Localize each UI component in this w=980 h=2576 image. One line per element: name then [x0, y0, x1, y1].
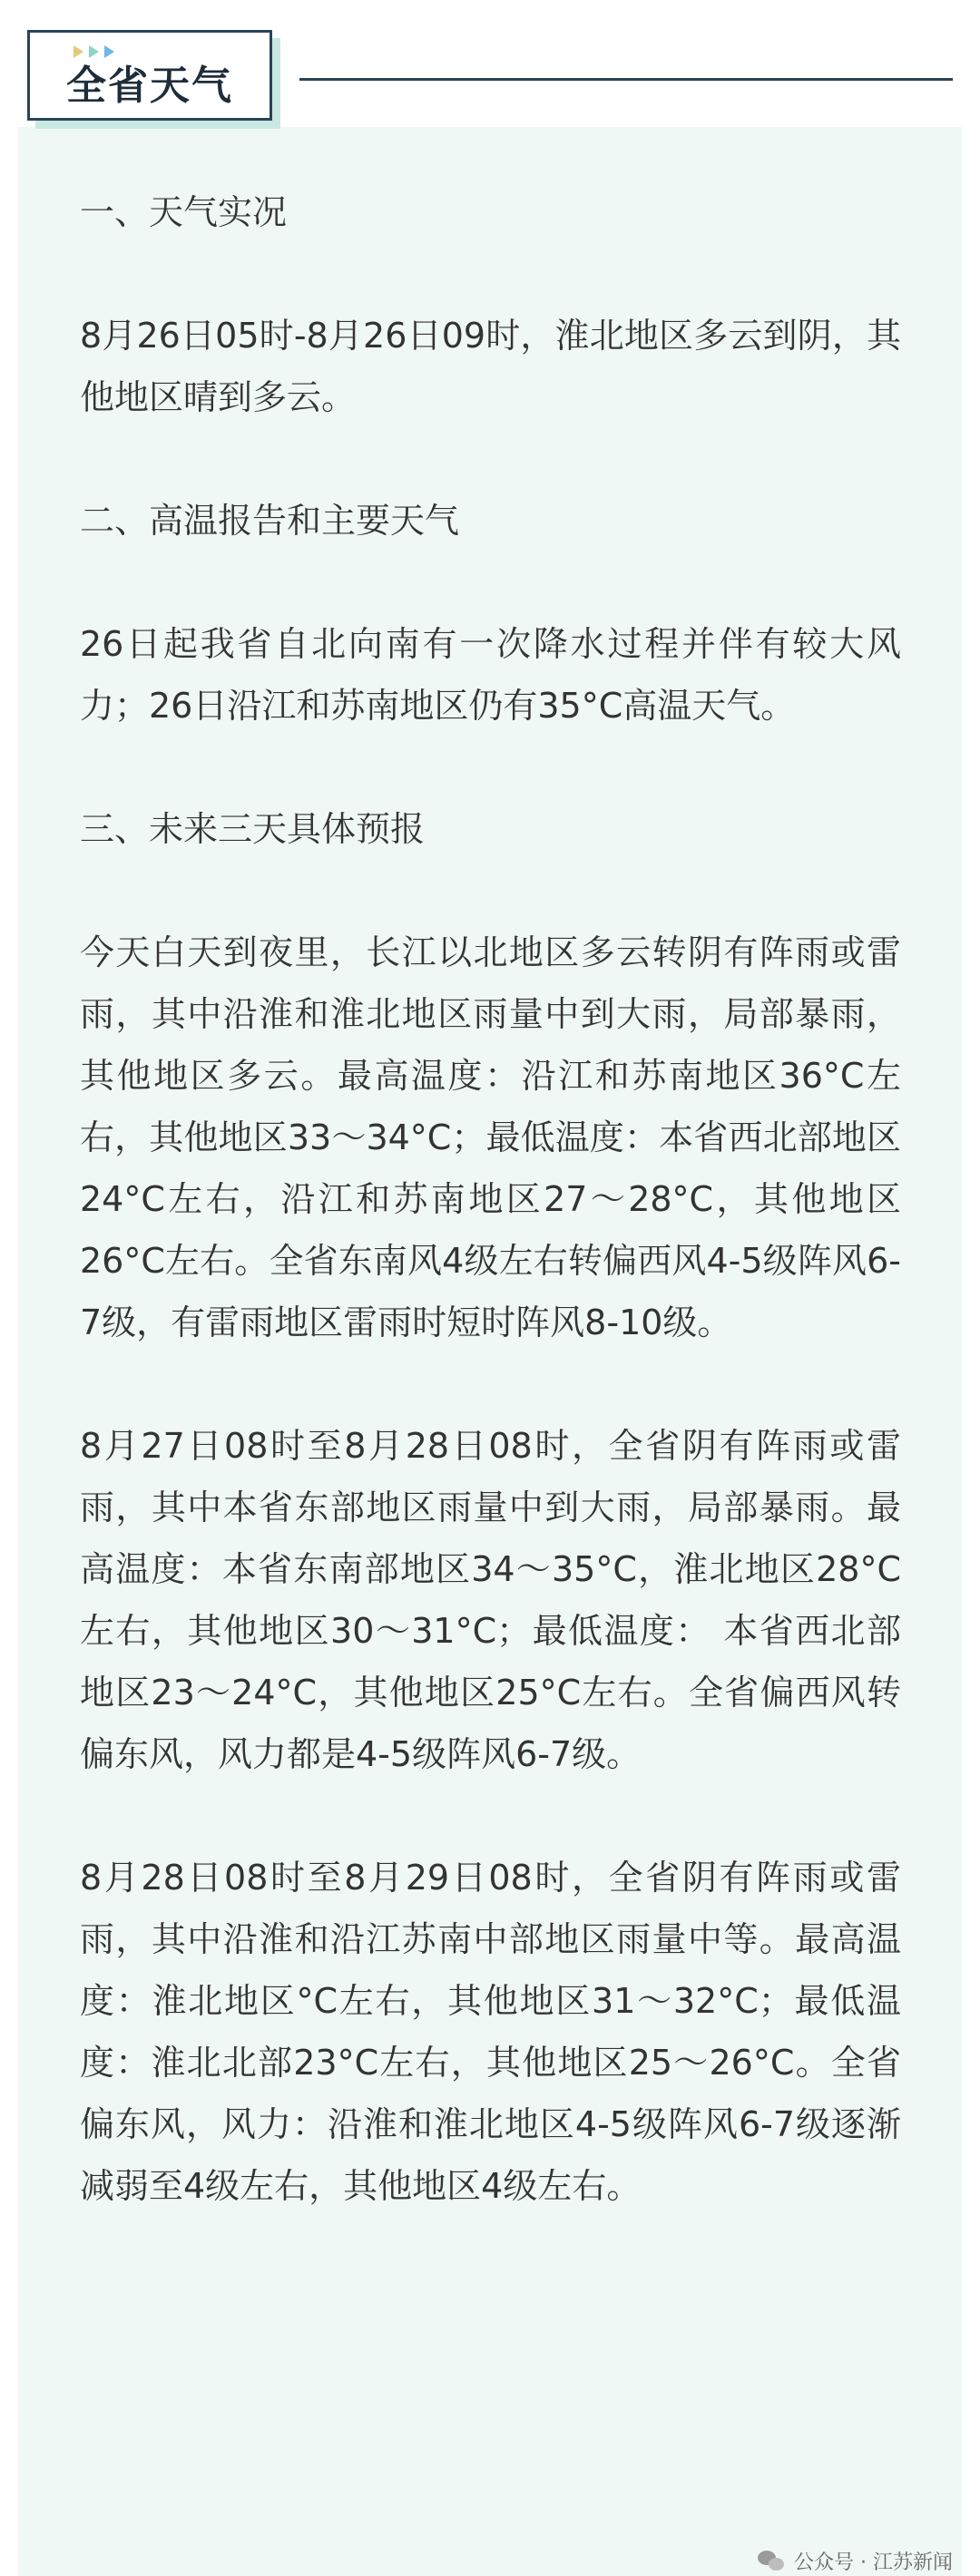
source-label: 公众号 · 江苏新闻 [794, 2552, 953, 2574]
paragraph-weather-conditions: 8月26日05时-8月26日09时，淮北地区多云到阴，其他地区晴到多云。 [80, 316, 901, 417]
heading-weather-conditions: 一、天气实况 [80, 192, 288, 232]
heading-high-temp-report: 二、高温报告和主要天气 [80, 501, 460, 541]
header-divider [299, 78, 953, 81]
article-body [80, 181, 901, 2278]
paragraph-forecast-day2: 8月27日08时至8月28日08时，全省阴有阵雨或雷雨，其中本省东部地区雨量中到大雨，局部暴雨。最高温度：本省东南部地区34～35°C，淮北地区28°C左右，其他地区30～31°C；最低温度： 本省西北部地区23～24°C，其他地区25°C左右。全省偏西风转偏东风，风力都是4-5级阵风6-7级。 [80, 1426, 901, 1774]
paragraph-high-temp-report: 26日起我省自北向南有一次降水过程并伴有较大风力；26日沿江和苏南地区仍有35°C高温天气。 [80, 624, 901, 726]
paragraph-forecast-today: 今天白天到夜里，长江以北地区多云转阴有阵雨或雷雨，其中沿淮和淮北地区雨量中到大雨，局部暴雨，其他地区多云。最高温度：沿江和苏南地区36°C左右，其他地区33～34°C；最低温度：本省西北部地区24°C左右，沿江和苏南地区27～28°C，其他地区26°C左右。全省东南风4级左右转偏西风4-5级阵风6-7级，有雷雨地区雷雨时短时阵风8-10级。 [80, 932, 901, 1342]
paragraph-forecast-day3: 8月28日08时至8月29日08时，全省阴有阵雨或雷雨，其中沿淮和沿江苏南中部地区雨量中等。最高温度：淮北地区°C左右，其他地区31～32°C；最低温度：淮北北部23°C左右，其他地区25～26°C。全省偏东风，风力：沿淮和淮北地区4-5级阵风6-7级逐渐减弱至4级左右，其他地区4级左右。 [80, 1858, 901, 2206]
wechat-icon [758, 2551, 785, 2572]
section-title: 全省天气 [66, 63, 233, 109]
heading-three-day-forecast: 三、未来三天具体预报 [80, 809, 426, 849]
source-watermark [758, 2547, 953, 2575]
section-header [27, 30, 272, 121]
